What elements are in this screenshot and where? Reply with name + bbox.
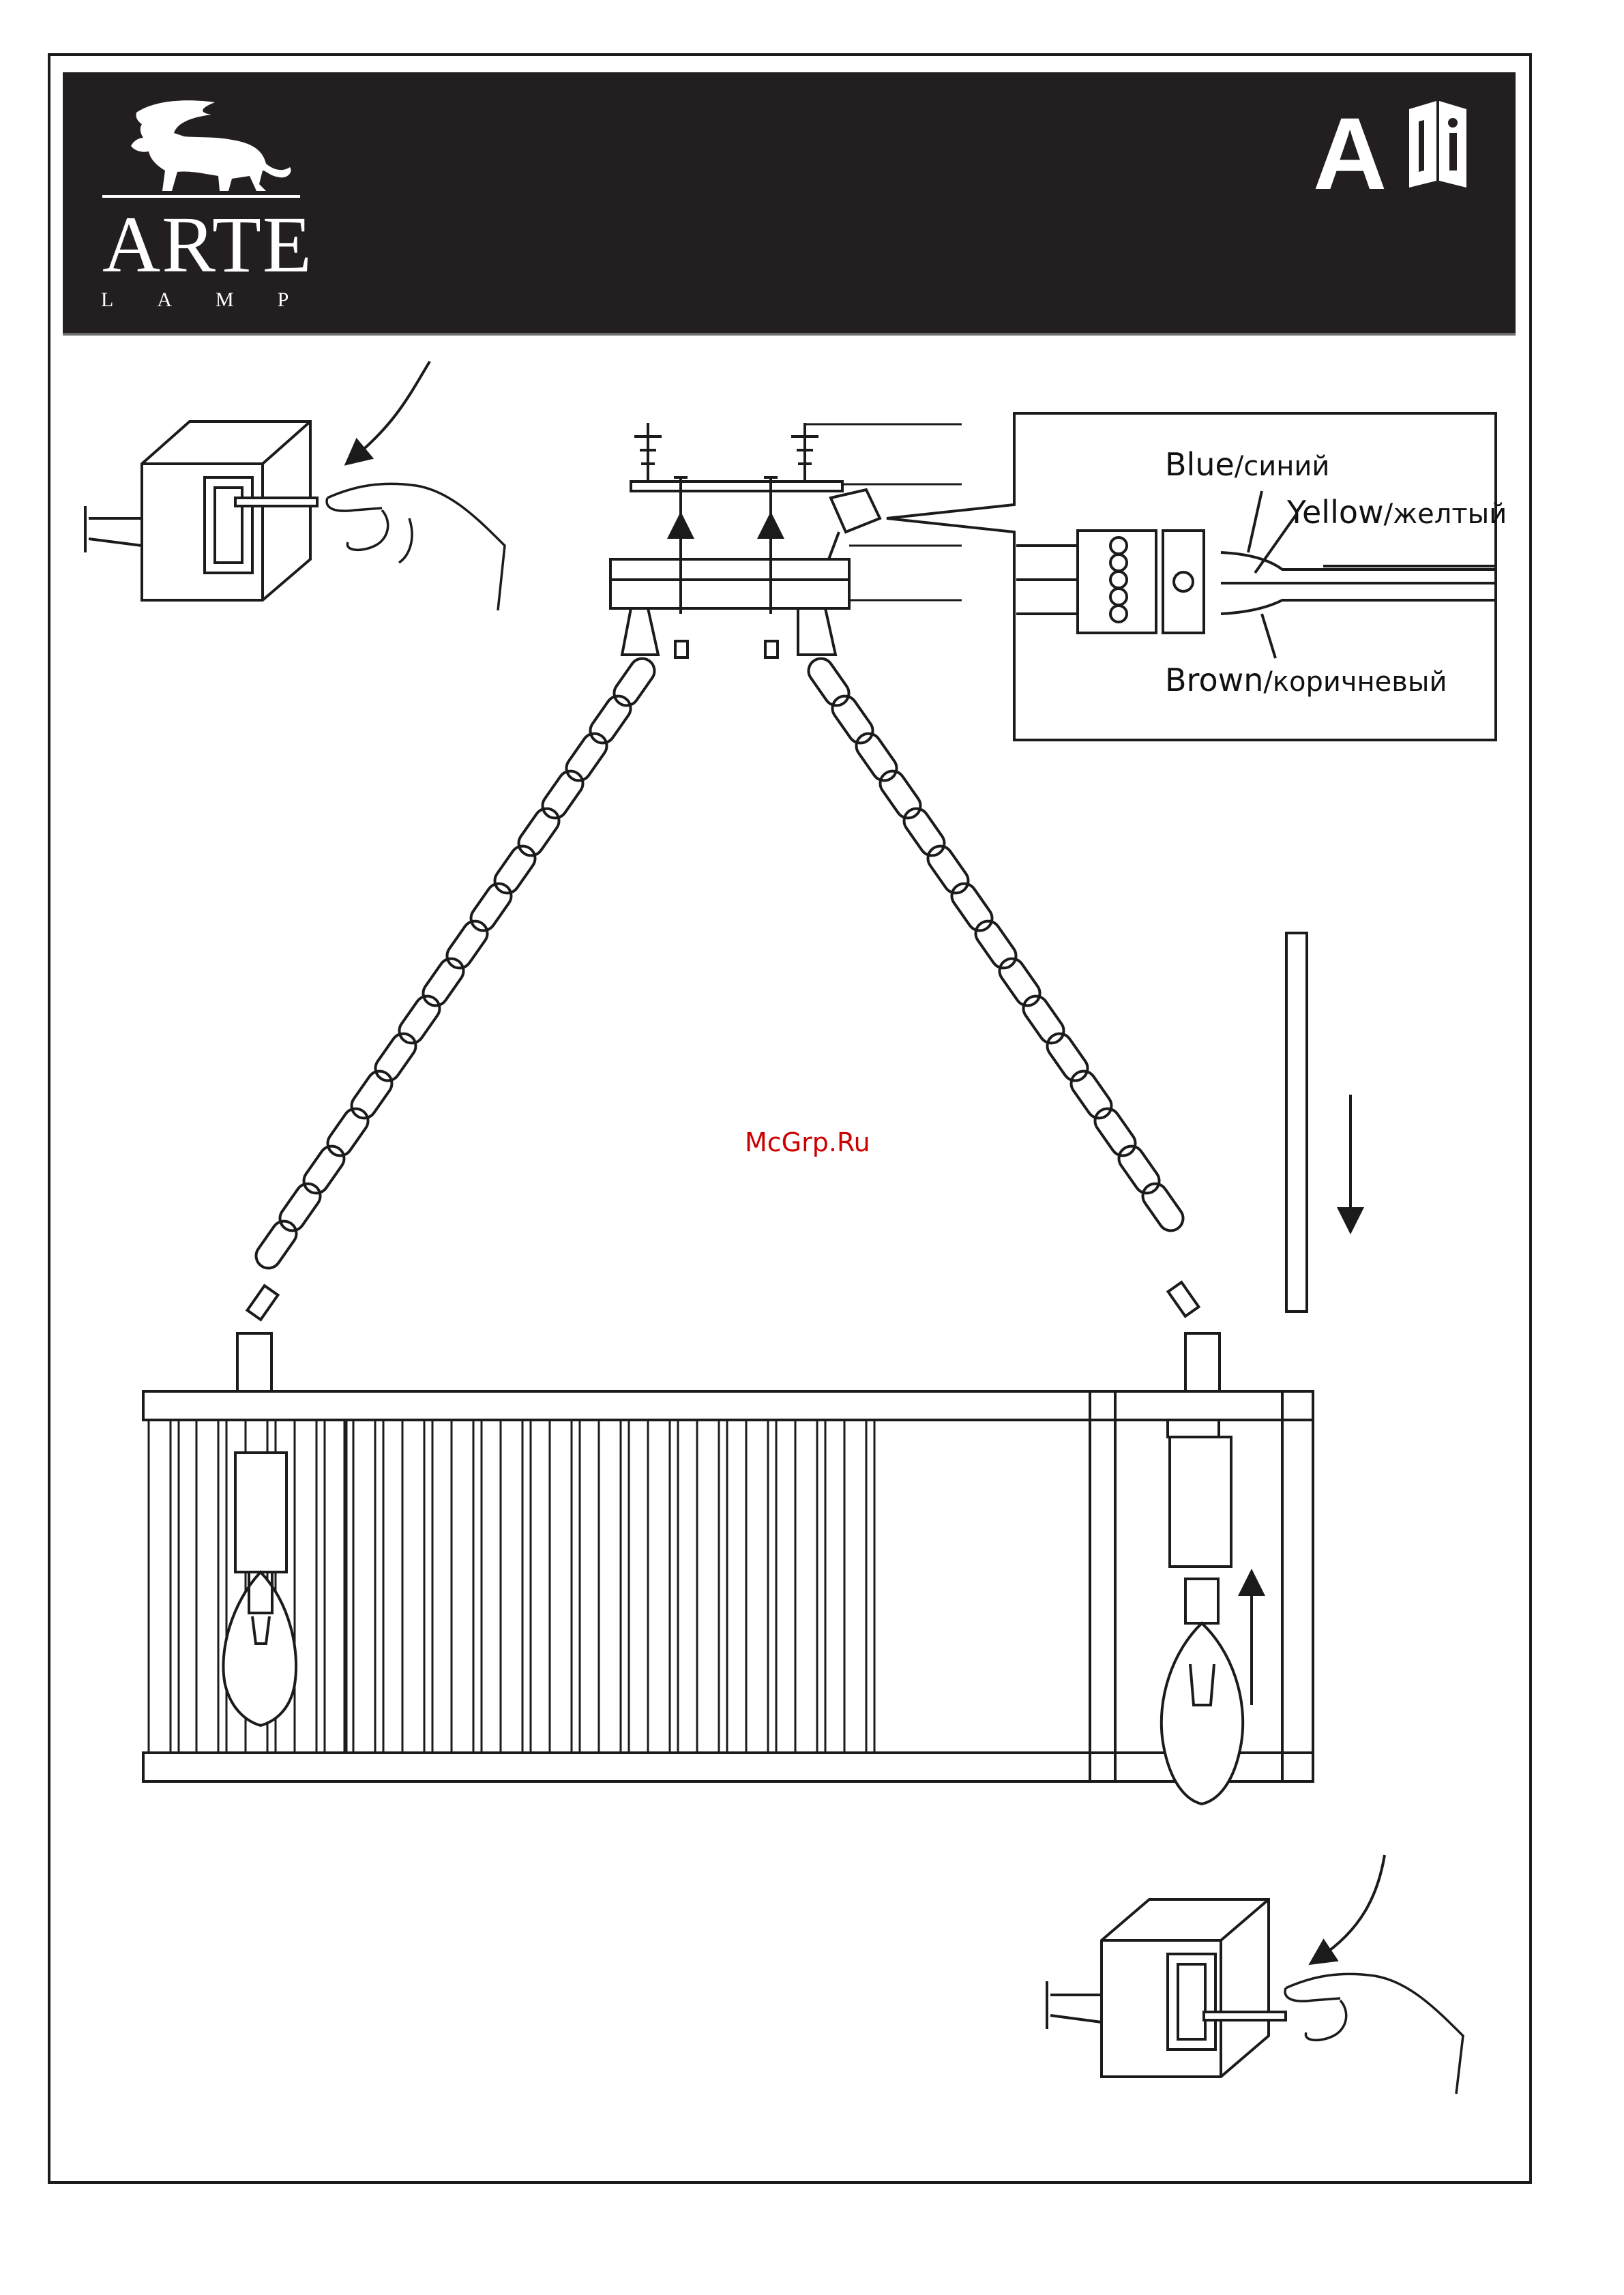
section-letter: A xyxy=(1313,96,1387,211)
wire-yellow-sep: / xyxy=(1383,499,1393,530)
crystal-rod xyxy=(1286,933,1307,1312)
brand-name: ARTE xyxy=(102,200,313,289)
wire-label-yellow xyxy=(1287,494,1507,531)
wire-blue-sep: / xyxy=(1234,451,1244,482)
hand-top-icon xyxy=(327,484,505,610)
bulb-right xyxy=(1162,1420,1243,1804)
curved-arrow-bottom xyxy=(1320,1855,1385,1957)
wire-blue-ru: синий xyxy=(1243,451,1330,482)
wire-brown-en: Brown xyxy=(1165,662,1264,698)
wire-label-blue xyxy=(1165,446,1330,483)
watermark: McGrp.Ru xyxy=(745,1127,870,1157)
wire-label-brown xyxy=(1165,664,1447,696)
bulb-left xyxy=(223,1453,296,1726)
hand-bottom-icon xyxy=(1285,1974,1463,2094)
wire-yellow-en: Yellow xyxy=(1287,494,1384,531)
wire-yellow-ru: желтый xyxy=(1393,499,1507,530)
brand-subtitle: LAMP xyxy=(101,288,333,311)
wire-brown-sep: / xyxy=(1263,666,1273,698)
wire-blue-en: Blue xyxy=(1165,446,1235,483)
wall-switch-top xyxy=(85,421,317,600)
chain-left xyxy=(237,608,660,1391)
wire-brown-ru: коричневый xyxy=(1272,666,1447,698)
wall-switch-bottom xyxy=(1047,1899,1286,2077)
curved-arrow-top xyxy=(355,361,430,457)
